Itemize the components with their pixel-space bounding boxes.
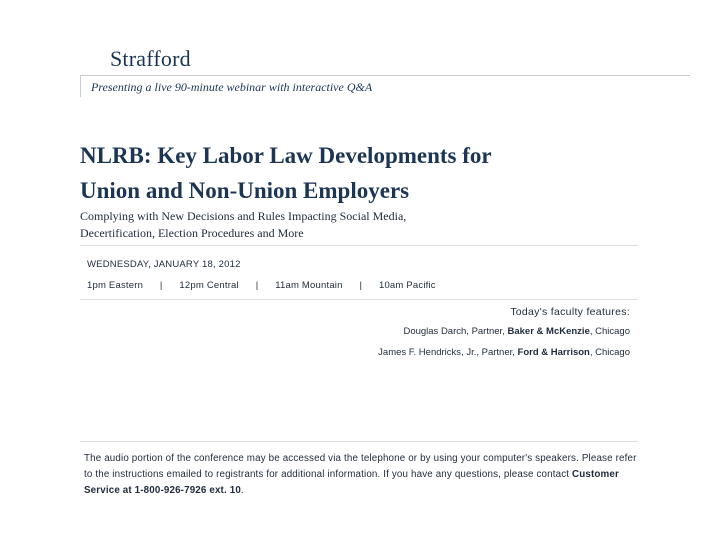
page-title	[80, 138, 680, 208]
speaker-1-name: Douglas Darch, Partner,	[403, 326, 508, 337]
section-divider-top	[80, 245, 638, 246]
subtitle-line-2: Decertification, Election Procedures and More	[80, 226, 304, 240]
speaker-2-city: , Chicago	[589, 347, 630, 358]
time-eastern: 1pm Eastern	[87, 280, 144, 291]
faculty-label: Today's faculty features:	[510, 306, 630, 318]
audio-notice	[84, 451, 639, 499]
time-zones	[87, 280, 436, 291]
time-separator: |	[159, 280, 163, 291]
tagline: Presenting a live 90-minute webinar with interactive Q&A	[91, 80, 373, 94]
time-separator: |	[255, 280, 259, 291]
speaker-1	[403, 326, 630, 337]
strafford-logo: Strafford	[110, 46, 191, 71]
time-central: 12pm Central	[179, 280, 239, 291]
subtitle-line-1: Complying with New Decisions and Rules Impacting Social Media,	[80, 209, 407, 223]
time-pacific: 10am Pacific	[378, 280, 436, 291]
webinar-date: WEDNESDAY, JANUARY 18, 2012	[87, 259, 241, 270]
customer-service-contact: Customer Service at 1-800-926-7926 ext. 10	[84, 469, 619, 496]
header-divider-tick	[80, 75, 81, 97]
speaker-1-city: , Chicago	[589, 326, 630, 337]
subtitle	[80, 208, 640, 242]
section-divider-mid	[80, 299, 638, 300]
speaker-2-firm: Ford & Harrison	[517, 347, 590, 358]
speaker-1-firm: Baker & McKenzie	[507, 326, 590, 337]
time-separator: |	[359, 280, 363, 291]
header-divider	[80, 75, 690, 76]
audio-notice-end: .	[240, 485, 244, 496]
title-line-2: Union and Non-Union Employers	[80, 178, 410, 203]
speaker-2-name: James F. Hendricks, Jr., Partner,	[378, 347, 518, 358]
time-mountain: 11am Mountain	[275, 280, 343, 291]
section-divider-bottom	[80, 441, 638, 442]
speaker-2	[378, 347, 630, 358]
title-line-1: NLRB: Key Labor Law Developments for	[80, 143, 492, 168]
audio-notice-text: The audio portion of the conference may be accessed via the telephone or by using your computer's speakers. Please refer to the instructions emailed to registrants for additional information. If you have any questions, please contact	[84, 453, 637, 480]
